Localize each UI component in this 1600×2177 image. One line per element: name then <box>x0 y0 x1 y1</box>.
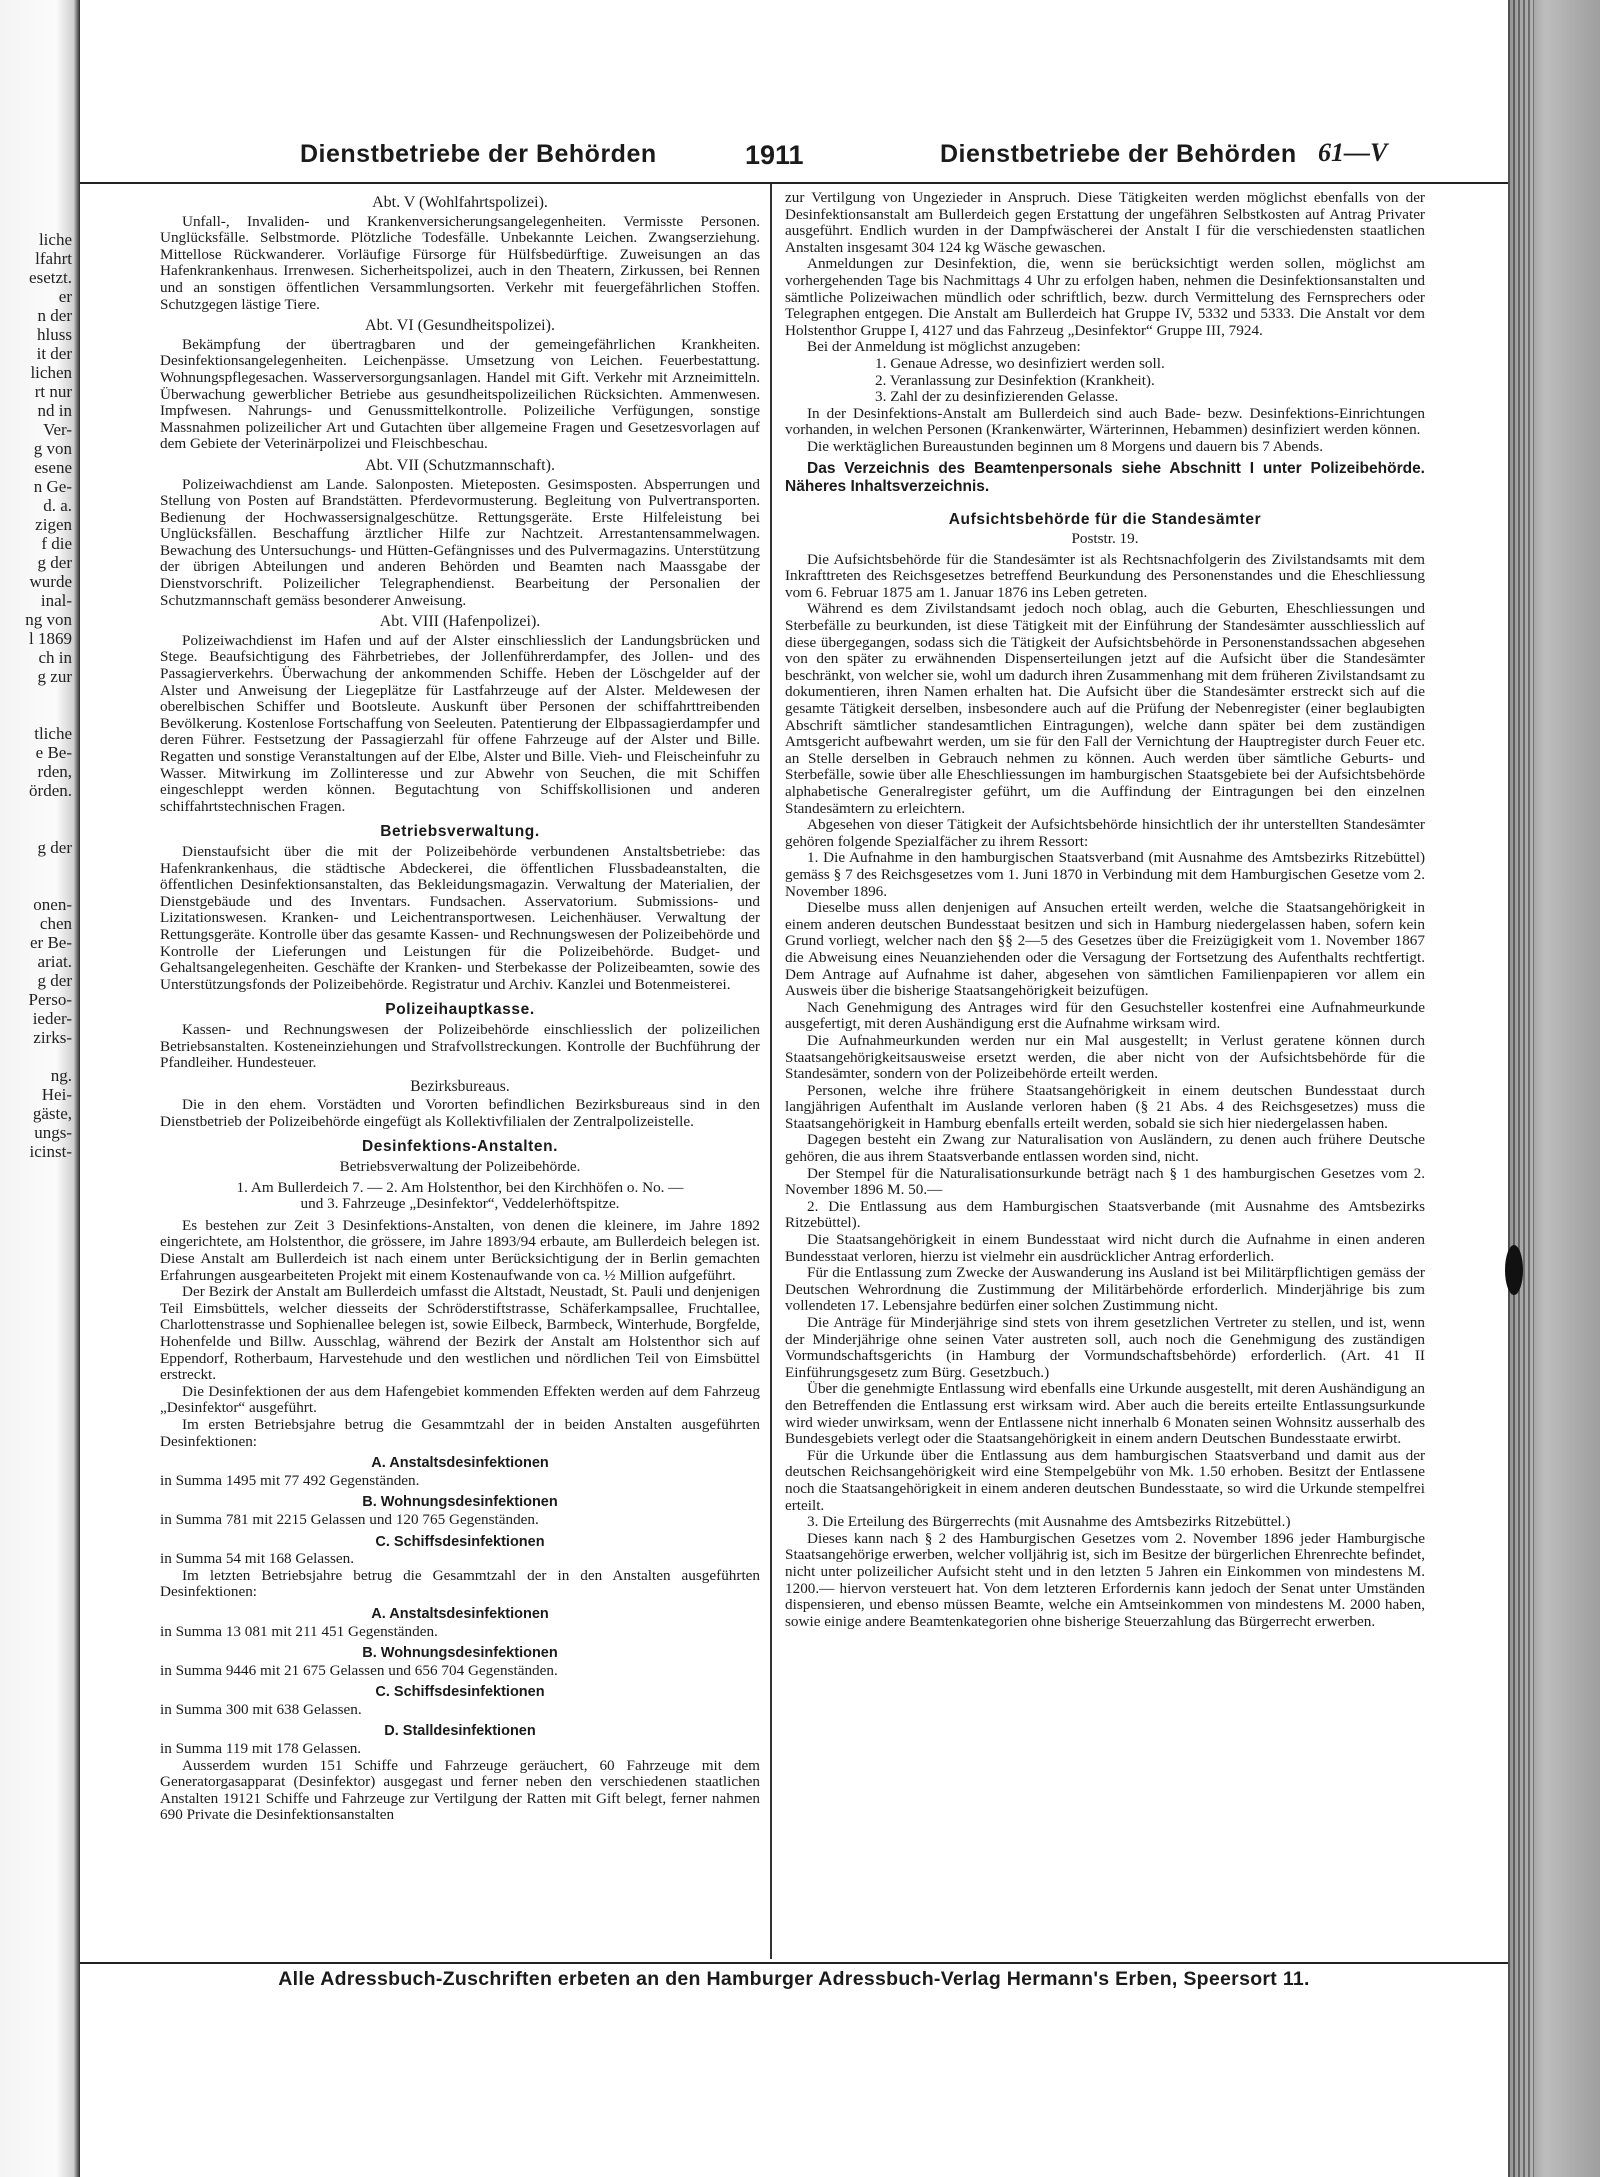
aufsicht-paragraph-9: Dagegen besteht ein Zwang zur Naturalisation von Ausländern, zu denen auch frühere Deutsche gehören, die aus ihrem Staatsverbande entlassen worden sind, nicht. <box>785 1131 1425 1166</box>
adjacent-page-fragment: n der <box>37 306 72 325</box>
last-year-d-value: in Summa 119 mit 178 Gelassen. <box>160 1740 362 1758</box>
left-column <box>160 190 760 1824</box>
aufsicht-paragraph-11: 2. Die Entlassung aus dem Hamburgischen Staatsverbande (mit Ausnahme des Amtsbezirks Ritzebüttel). <box>785 1197 1425 1232</box>
last-year-c-value: in Summa 300 mit 638 Gelassen. <box>160 1700 362 1718</box>
desinfektion-heading: Desinfektions-Anstalten. <box>361 1138 559 1156</box>
adjacent-page-fragment: g zur <box>37 667 72 686</box>
abt5-text: Unfall-, Invaliden- und Krankenversicherungsangelegenheiten. Vermisste Personen. Unglücksfälle. Selbstmorde. Plötzliche Todesfälle. Unbekannte Leichen. Zwangserziehung. Mittellose Rückwanderer. Vorläufige Fürsorge für Hülfsbedürftige. Zuweisungen an das Hafenkrankenhaus. Irrenwesen. Sicherheitspolizei, auch in den Theatern, Zirkussen, bei Rennen und an sonstigen öffentlichen Versammlungsorten. Verkehr mit feuergefährlichen Stoffen. Schutzgegen lästige Tiere. <box>160 212 760 313</box>
aufsicht-paragraph-13: Für die Entlassung zum Zwecke der Auswanderung ins Ausland ist bei Militärpflichtigen gemäss der Deutschen Wehrordnung die Zustimmung der Militärbehörde erforderlich. Minderjährige bis zum vollendeten 17. Lebensjahre bedürfen einer solchen Zustimmung nicht. <box>785 1264 1425 1315</box>
adjacent-page-fragment: f die <box>41 534 72 553</box>
desinfektion-paragraph-1: Es bestehen zur Zeit 3 Desinfektions-Anstalten, von denen die kleinere, im Jahre 1892 eingerichtete, am Holstenthor, die grössere, im Jahre 1893/94 erbaute, am Bullerdeich belegen ist. Diese Anstalt am Bullerdeich ist nach einem unter Berücksichtigung der in Berlin gemachten Erfahrungen ausgearbeiteten Projekt mit einem Kostenaufwande von ca. ½ Million aufgeführt. <box>160 1216 760 1284</box>
abt6-heading: Abt. VI (Gesundheitspolizei). <box>365 317 555 335</box>
adjacent-page-fragment: Hei- <box>41 1085 72 1104</box>
adjacent-page-fragment <box>0 800 72 819</box>
abt7-heading: Abt. VII (Schutzmannschaft). <box>365 456 555 474</box>
abt7-text: Polizeiwachdienst am Lande. Salonposten. Mieteposten. Gesimsposten. Absperrungen und Stellung von Posten auf Brandstätten. Pferdevormusterung. Begleitung von Pulvertransporten. Bedienung der Hochwassersignalgeschütze. Rettungsgeräte. Erste Hilfeleistung bei Unglücksfällen. Beschaffung ärztlicher Hilfe zur Nachtzeit. Arrestantensammelwagen. Bewachung des Untersuchungs- und Hütten-Gefängnisses und des Pulvermagazins. Unterstützung der übrigen Abteilungen und anderen Behörden und Beamten nach Maassgabe der Dienstvorschrift. Polizeilicher Telegraphendienst. Bearbeitung der Personalien der Schutzmannschaft gemäss besonderer Anweisung. <box>160 475 760 609</box>
bezirksbureaus-heading: Bezirksbureaus. <box>410 1077 510 1095</box>
desinfektion-subheading: Betriebsverwaltung der Polizeibehörde. <box>339 1158 581 1176</box>
adjacent-page-fragment: nd in <box>37 401 72 420</box>
registration-list-item-2: 2. Veranlassung zur Desinfektion (Krankheit). <box>875 371 1155 389</box>
last-year-b-heading: B. Wohnungsdesinfektionen <box>362 1645 558 1662</box>
abt5-heading: Abt. V (Wohlfahrtspolizei). <box>372 194 548 211</box>
adjacent-page-fragment <box>0 819 72 838</box>
adjacent-page-fragment: zigen <box>35 515 72 534</box>
first-year-c-heading: C. Schiffsdesinfektionen <box>375 1533 545 1550</box>
right-column <box>785 190 1425 1630</box>
first-year-a-value: in Summa 1495 mit 77 492 Gegenständen. <box>160 1471 420 1489</box>
aufsicht-paragraph-18: Dieses kann nach § 2 des Hamburgischen Gesetzes vom 2. November 1896 jeder Hamburgische Staatsangehörige erwerben, welcher volljährig ist, sich im Besitze der bürgerlichen Ehrenrechte befindet, nicht unter polizeilicher Aufsicht steht und in den letzten 5 Jahren ein Einkommen von mindestens M. 1200.— hiervon versteuert hat. Von dem letzteren Erfordernis kann jedoch der Senat unter Umständen dispensieren, und ebenso müssen Beamte, welche ein Amtseinkommen von mindestens M. 2000 haben, sowie einige andere Beamtenkategorien ohne bisherige Steuerzahlung das Bürgerrecht erwerben. <box>785 1529 1425 1630</box>
continuation-paragraph-2: Anmeldungen zur Desinfektion, die, wenn sie berücksichtigt werden sollen, möglichst am vorhergehenden Tage bis Nachmittags 4 Uhr zu erfolgen haben, nehmen die Desinfektionsanstalten und sämtliche Polizeiwachen mündlich oder schriftlich, bezw. durch Vermittelung des Fernsprechers oder Telegraphen entgegen. Die Anstalt am Bullerdeich hat Gruppe IV, 5332 und 5333. Die Anstalt vor dem Holstenthor Gruppe I, 4127 und das Fahrzeug „Desinfektor“ Gruppe III, 7924. <box>785 255 1425 339</box>
adjacent-page-fragment: esene <box>34 458 72 477</box>
continuation-paragraph-4: In der Desinfektions-Anstalt am Bullerdeich sind auch Bade- bezw. Desinfektions-Einrichtungen vorhanden, in welchen Personen (Krankenwärter, Wärterinnen, Hebammen) desinfiziert werden können. <box>785 404 1425 439</box>
adjacent-page-fragment: g der <box>37 971 72 990</box>
adjacent-page-fragment: d. a. <box>43 496 72 515</box>
adjacent-page-fragment: tliche <box>34 724 72 743</box>
abt8-heading: Abt. VIII (Hafenpolizei). <box>379 613 541 631</box>
aufsicht-paragraph-1: Die Aufsichtsbehörde für die Standesämter ist als Rechtsnachfolgerin des Zivilstandsamts mit dem Inkrafttreten des Reichsgesetzes betreffend Beurkundung des Personenstandes und die Eheschliessung vom 6. Februar 1875 am 1. Januar 1876 ins Leben getreten. <box>785 550 1425 601</box>
adjacent-page-fragment: esetzt. <box>29 268 72 287</box>
registration-list-item-1: 1. Genaue Adresse, wo desinfiziert werden soll. <box>875 354 1165 372</box>
first-year-a-heading: A. Anstaltsdesinfektionen <box>371 1455 549 1472</box>
polizeihauptkasse-heading: Polizeihauptkasse. <box>385 1001 535 1019</box>
adjacent-page-edge <box>0 0 80 2177</box>
adjacent-page-fragment: ungs- <box>34 1123 72 1142</box>
betriebsverwaltung-heading: Betriebsverwaltung. <box>380 823 540 841</box>
adjacent-page-fragment: liche <box>38 230 72 249</box>
adjacent-page-fragment: lfahrt <box>35 249 72 268</box>
adjacent-page-fragment: er <box>58 287 72 306</box>
document-page <box>80 100 1508 2080</box>
continuation-paragraph-1: zur Vertilgung von Ungezieder in Anspruch. Diese Tätigkeiten werden möglichst ebenfalls von der Desinfektionsanstalt am Bullerdeich gegen Erstattung der ungefähren Selbstkosten auf Antrag Privater ausgeführt. Endlich wurden in der Dampfwäscherei der Anstalt I für die verschiedensten staatlichen Anstalten insgesamt 304 124 kg Wäsche gewaschen. <box>785 189 1425 256</box>
aufsicht-paragraph-7: Die Aufnahmeurkunden werden nur ein Mal ausgestellt; in Verlust geratene können durch Staatsangehörigkeitsausweise ersetzt werden, die aber nicht von der Aufsichtsbehörde für die Standesämter, sondern von der Polizeibehörde erteilt werden. <box>785 1031 1425 1083</box>
adjacent-page-fragment: n Ge- <box>33 477 72 496</box>
desinfektion-paragraph-2: Der Bezirk der Anstalt am Bullerdeich umfasst die Altstadt, Neustadt, St. Pauli und denjenigen Teil Eimsbüttels, welcher diesseits der Schröderstiftstrasse, Schäferkampsallee, Fruchtallee, Charlottenstrasse und Sophienallee belegen ist, sowie Eilbeck, Barmbeck, Winterhude, Borgfelde, Hohenfelde und Billw. Ausschlag, während der Bezirk der Anstalt am Holstenthor sich auf Eppendorf, Rotherbaum, Harvestehude und den westlichen und nördlichen Teil von Eimsbüttel erstreckt. <box>160 1283 760 1384</box>
closing-paragraph: Ausserdem wurden 151 Schiffe und Fahrzeuge geräuchert, 60 Fahrzeuge mit dem Generatorgasapparat (Desinfektor) ausgegast und ferner neben den verschiedenen staatlichen Anstalten 19121 Schiffe und Fahrzeuge zur Vertilgung der Ratten mit Gift belegt, ferner nahmen 690 Private die Desinfektionsanstalten <box>160 1756 760 1824</box>
adjacent-page-fragment: l 1869 <box>29 629 72 648</box>
header-year: 1911 <box>745 140 804 170</box>
abt6-text: Bekämpfung der übertragbaren und der gemeingefährlichen Krankheiten. Desinfektionsangelegenheiten. Leichenpässe. Umsetzung von Leichen. Feuerbestattung. Wohnungspflegesachen. Wasserversorgungsanlagen. Handel mit Gift. Verkehr mit Arzneimitteln. Überwachung gewerblicher Betriebe aus gesundheitspolizeilichen Rücksichten. Ammenwesen. Impfwesen. Nahrungs- und Genussmittelkontrolle. Polizeiliche Verfügungen, sonstige Massnahmen polizeilicher Art und Gutachten über allgemeine Fragen und Gesetzesvorlagen auf dem Gebiete der Veterinärpolizei und Fleischbeschau. <box>160 335 760 453</box>
personnel-reference-note: Das Verzeichnis des Beamtenpersonals siehe Abschnitt I unter Polizeibehörde. Näheres Inhaltsverzeichnis. <box>785 459 1425 495</box>
adjacent-page-fragment: g von <box>33 439 72 458</box>
aufsicht-paragraph-8: Personen, welche ihre frühere Staatsangehörigkeit in einem deutschen Bundesstaat durch langjährigen Aufenthalt im Auslande verloren haben (§ 21 Abs. 4 des Reichsgesetzes) muss die Staatsangehörigkeit in Hamburg ebenfalls erteilt werden, sobald sie sich hier niedergelassen haben. <box>785 1081 1425 1132</box>
adjacent-page-fragment <box>0 705 72 724</box>
desinfektion-address-line-2: und 3. Fahrzeuge „Desinfektor“, Veddelerhöftspitze. <box>300 1195 620 1213</box>
adjacent-page-fragment: örden. <box>29 781 72 800</box>
adjacent-page-fragment: Perso- <box>28 990 72 1009</box>
footer-rule <box>80 1962 1508 1964</box>
adjacent-page-fragment: g der <box>37 553 72 572</box>
adjacent-page-fragment: chen <box>39 914 72 933</box>
aufsicht-paragraph-2: Während es dem Zivilstandsamt jedoch noch oblag, auch die Geburten, Eheschliessungen und Sterbefälle zu beurkunden, ist diese Tätigkeit mit der Einführung der Standesämter ausschliesslich auf diese übergegangen, sodass sich die Tätigkeit der Aufsichtsbehörde in Personenstandssachen abgesehen von den später zu erwähnenden Dispenserteilungen jetzt auf die Aufsicht über die Standesämter beschränkt, von welcher sie, wohl um dadurch ihren Zusammenhang mit dem früheren Zivilstandsamt zu dokumentieren, ihren Namen erhalten hat. Die Aufsicht über die Standesämter erstreckt sich auf die gesamte Tätigkeit derselben, insbesondere auch auf die Prüfung der Nebenregister (einer beglaubigten Abschrift sämtlicher standesamtlichen Eintragungen), welche dann später bei dem zuständigen Amtsgericht aufbewahrt werden, um sie für den Fall der Vernichtung der Hauptregister durch Feuer etc. an Stelle derselben in Gebrauch nehmen zu können. Auch werden über sämtliche Geburts- und Sterbefälle, sowie über alle Eheschliessungen im hamburgischen Staatsgebiete bei der Aufsichtsbehörde alphabetische Generalregister geführt, um die Auffindung der Eintragungen bei den einzelnen Standesämtern zu erleichtern. <box>785 600 1425 817</box>
polizeihauptkasse-text: Kassen- und Rechnungswesen der Polizeibehörde einschliesslich der polizeilichen Betriebsanstalten. Kosteneinziehungen und Strafvollstreckungen. Kontrolle der Buchführung der Pfandleiher. Hundesteuer. <box>160 1020 760 1072</box>
adjacent-page-bleed-text <box>0 230 72 1161</box>
aufsichtsbehoerde-heading: Aufsichtsbehörde für die Standesämter <box>948 510 1262 528</box>
last-year-intro: Im letzten Betriebsjahre betrug die Gesammtzahl der in den Anstalten ausgeführten Desinfektionen: <box>160 1566 760 1601</box>
last-year-a-heading: A. Anstaltsdesinfektionen <box>371 1605 549 1622</box>
aufsicht-paragraph-16: Für die Urkunde über die Entlassung aus dem hamburgischen Staatsverband und damit aus der deutschen Reichsangehörigkeit wird eine Stempelgebühr von Mk. 1.50 erhoben. Besitzt der Entlassene noch die Staatsangehörigkeit in einem anderen deutschen Bundesstaate, so wird die Urkunde stempelfrei erteilt. <box>785 1446 1425 1514</box>
adjacent-page-fragment: it der <box>36 344 72 363</box>
aufsicht-paragraph-17: 3. Die Erteilung des Bürgerrechts (mit Ausnahme des Amtsbezirks Ritzebüttel.) <box>807 1513 1291 1531</box>
aufsicht-paragraph-6: Nach Genehmigung des Antrages wird für den Gesuchsteller kostenfrei eine Aufnahmeurkunde ausgefertigt, mit deren Aushändigung erst die Aufnahme wirksam wird. <box>785 998 1425 1033</box>
aufsicht-paragraph-12: Die Staatsangehörigkeit in einem Bundesstaat wird nicht durch die Aufnahme in einen anderen Bundesstaat verloren, hierzu ist vielmehr ein ausdrücklicher Antrag erforderlich. <box>785 1231 1425 1265</box>
aufsicht-paragraph-14: Die Anträge für Minderjährige sind stets von ihrem gesetzlichen Vertreter zu stellen, und ist, wenn der Minderjährige ohne seinen Vater austreten soll, auch noch die Genehmigung des zuständigen Vormundschaftsgerichts (in Hamburg der Vormundschaftsbehörde) erforderlich. (Art. 41 II Einführungsgesetz zum Bürg. Gesetzbuch.) <box>785 1314 1425 1381</box>
adjacent-page-fragment: ieder- <box>32 1009 72 1028</box>
registration-list-item-3: 3. Zahl der zu desinfizierenden Gelasse. <box>875 388 1119 406</box>
adjacent-page-fragment: ariat. <box>37 952 72 971</box>
bezirksbureaus-text: Die in den ehem. Vorstädten und Vororten befindlichen Bezirksbureaus sind in den Dienstbetrieb der Polizeibehörde eingefügt als Kollektivfilialen der Zentralpolizeistelle. <box>160 1096 760 1130</box>
desinfektion-address-line-1: 1. Am Bullerdeich 7. — 2. Am Holstenthor, bei den Kirchhöfen o. No. — <box>236 1178 684 1196</box>
betriebsverwaltung-text: Dienstaufsicht über die mit der Polizeibehörde verbundenen Anstaltsbetriebe: das Hafenkrankenhaus, die städtische Abdeckerei, die öffentlichen Flussbadeanstalten, die öffentlichen Desinfektionsanstalten, das Bekleidungsmagazin. Verwaltung der Materialien, der Dienstgebäude und des Inventars. Fundsachen. Asservatorium. Submissions- und Lizitationswesen. Kranken- und Leichentransportwesen. Leichenhäuser. Verwaltung der Rettungsgeräte. Kontrolle über das gesamte Kassen- und Rechnungswesen der Polizeibehörde und Kontrolle der Lieferungen und Leistungen für die Polizeibehörde. Budget- und Gehaltsangelegenheiten. Geschäfte der Kranken- und Sterbekasse der Polizeibeamten, sowie des Unterstützungsfonds der Polizeibehörde. Registratur und Archiv. Kanzlei und Botenmeisterei. <box>160 842 760 993</box>
adjacent-page-fragment: er Be- <box>29 933 72 952</box>
aufsicht-paragraph-15: Über die genehmigte Entlassung wird ebenfalls eine Urkunde ausgestellt, mit deren Aushändigung an den Betreffenden die Entlassung erst wirksam wird. Aber auch die bereits erteilte Entlassungsurkunde wird wieder unwirksam, wenn der Entlassene nicht innerhalb 6 Monaten seinen Wohnsitz ausserhalb des Bundesgebiets verlegt oder die Staatsangehörigkeit in einem andern Deutschen Bundesstaate erwirbt. <box>785 1380 1425 1448</box>
first-year-b-heading: B. Wohnungsdesinfektionen <box>362 1494 558 1511</box>
aufsicht-paragraph-4: 1. Die Aufnahme in den hamburgischen Staatsverband (mit Ausnahme des Amtsbezirks Ritzebüttel) gemäss § 7 des Reichsgesetzes vom 1. Juni 1870 in Verbindung mit dem Hamburgischen Gesetze vom 2. November 1896. <box>785 849 1425 900</box>
aufsicht-paragraph-3: Abgesehen von dieser Tätigkeit der Aufsichtsbehörde hinsichtlich der ihr unterstellten Standesämter gehören folgende Spezialfächer zu ihrem Ressort: <box>785 816 1425 850</box>
adjacent-page-fragment: rden, <box>37 762 72 781</box>
adjacent-page-fragment: ng. <box>50 1066 72 1085</box>
adjacent-page-fragment: onen- <box>33 895 72 914</box>
first-year-b-value: in Summa 781 mit 2215 Gelassen und 120 765 Gegenständen. <box>160 1510 539 1528</box>
aufsicht-paragraph-5: Dieselbe muss allen denjenigen auf Ansuchen erteilt werden, welche die Staatsangehörigkeit in einem anderen deutschen Bundesstaat besitzen und sich in Hamburg niedergelassen haben, sofern kein Grund vorliegt, welcher nach den §§ 2—5 des Gesetzes über die Freizügigkeit vom 1. November 1867 die Abweisung eines Neuanziehenden oder die Versagung der Fortsetzung des Aufenthalts rechtfertigt. Dem Antrage auf Aufnahme ist daher, abgesehen von sämtlichen Familienpapieren vor allem ein Ausweis über die bisherige Staatsangehörigkeit beizufügen. <box>785 899 1425 1000</box>
adjacent-page-fragment <box>0 1047 72 1066</box>
last-year-a-value: in Summa 13 081 mit 211 451 Gegenständen. <box>160 1622 438 1640</box>
adjacent-page-fragment: lichen <box>30 363 72 382</box>
adjacent-page-fragment: Ver- <box>43 420 72 439</box>
continuation-paragraph-3: Bei der Anmeldung ist möglichst anzugeben: <box>807 338 1081 356</box>
adjacent-page-fragment: zirks- <box>33 1028 72 1047</box>
adjacent-page-fragment: g der <box>37 838 72 857</box>
last-year-c-heading: C. Schiffsdesinfektionen <box>375 1684 545 1701</box>
desinfektion-paragraph-3: Die Desinfektionen der aus dem Hafengebiet kommenden Effekten werden auf dem Fahrzeug „Desinfektor“ ausgeführt. <box>160 1382 760 1417</box>
adjacent-page-fragment: wurde <box>29 572 72 591</box>
header-left-title: Dienstbetriebe der Behörden <box>300 140 657 168</box>
adjacent-page-fragment: inal- <box>40 591 72 610</box>
desinfektion-paragraph-4: Im ersten Betriebsjahre betrug die Gesammtzahl der in beiden Anstalten ausgeführten Desinfektionen: <box>160 1415 760 1450</box>
adjacent-page-fragment: e Be- <box>35 743 72 762</box>
adjacent-page-fragment: ch in <box>38 648 72 667</box>
adjacent-page-fragment <box>0 686 72 705</box>
header-right-title: Dienstbetriebe der Behörden <box>940 140 1297 168</box>
publisher-footer: Alle Adressbuch-Zuschriften erbeten an den Hamburger Adressbuch-Verlag Hermann's Erben, Speersort 11. <box>278 1968 1310 1990</box>
page-number: 61—V <box>1318 138 1388 167</box>
adjacent-page-fragment: hluss <box>37 325 72 344</box>
header-rule <box>80 182 1508 184</box>
adjacent-page-fragment: icinst- <box>29 1142 72 1161</box>
adjacent-page-fragment <box>0 857 72 876</box>
adjacent-page-fragment <box>0 876 72 895</box>
page-header <box>80 140 1508 180</box>
adjacent-page-fragment: ng von <box>25 610 72 629</box>
adjacent-page-fragment: rt nur <box>34 382 72 401</box>
aufsicht-paragraph-10: Der Stempel für die Naturalisationsurkunde beträgt nach § 1 des hamburgischen Gesetzes vom 2. November 1896 M. 50.— <box>785 1164 1425 1199</box>
abt8-text: Polizeiwachdienst im Hafen und auf der Alster einschliesslich der Landungsbrücken und Stege. Beaufsichtigung des Fährbetriebes, der Jollenführerdampfer, des Jollen- und des Passagierverkehrs. Überwachung der ankommenden Schiffe. Heben der Löschgelder auf der Alster und Anweisung der Liegeplätze für Lastfahrzeuge auf der Alster. Meldewesen der oberelbischen Schiffer und Bootsleute. Auskunft über Personen der schiffahrttreibenden Bevölkerung. Kostenlose Fortschaffung von Seeleuten. Patentierung der Elbpassagierdampfer und deren Führer. Festsetzung der Passagierzahl für offene Fahrzeuge auf der Alster und Bille. Regatten und sonstige Veranstaltungen auf der Elbe, Alster und Bille. Vieh- und Fleischeinfuhr zu Wasser. Mitwirkung im Zollinteresse und zur Abwehr von Seuchen, die mit Schiffen eingeschleppt werden können. Begutachtung von Schiffskollisionen und anderen schiffahrtstechnischen Fragen. <box>160 631 760 815</box>
last-year-d-heading: D. Stalldesinfektionen <box>384 1723 536 1740</box>
adjacent-page-fragment: gäste, <box>32 1104 72 1123</box>
continuation-paragraph-5: Die werktäglichen Bureaustunden beginnen um 8 Morgens und dauern bis 7 Abends. <box>807 437 1323 455</box>
aufsichtsbehoerde-address: Poststr. 19. <box>1071 530 1139 548</box>
first-year-c-value: in Summa 54 mit 168 Gelassen. <box>160 1550 355 1568</box>
column-divider <box>770 184 772 1959</box>
last-year-b-value: in Summa 9446 mit 21 675 Gelassen und 656 704 Gegenständen. <box>160 1661 558 1679</box>
book-spine-edge <box>1508 0 1600 2177</box>
